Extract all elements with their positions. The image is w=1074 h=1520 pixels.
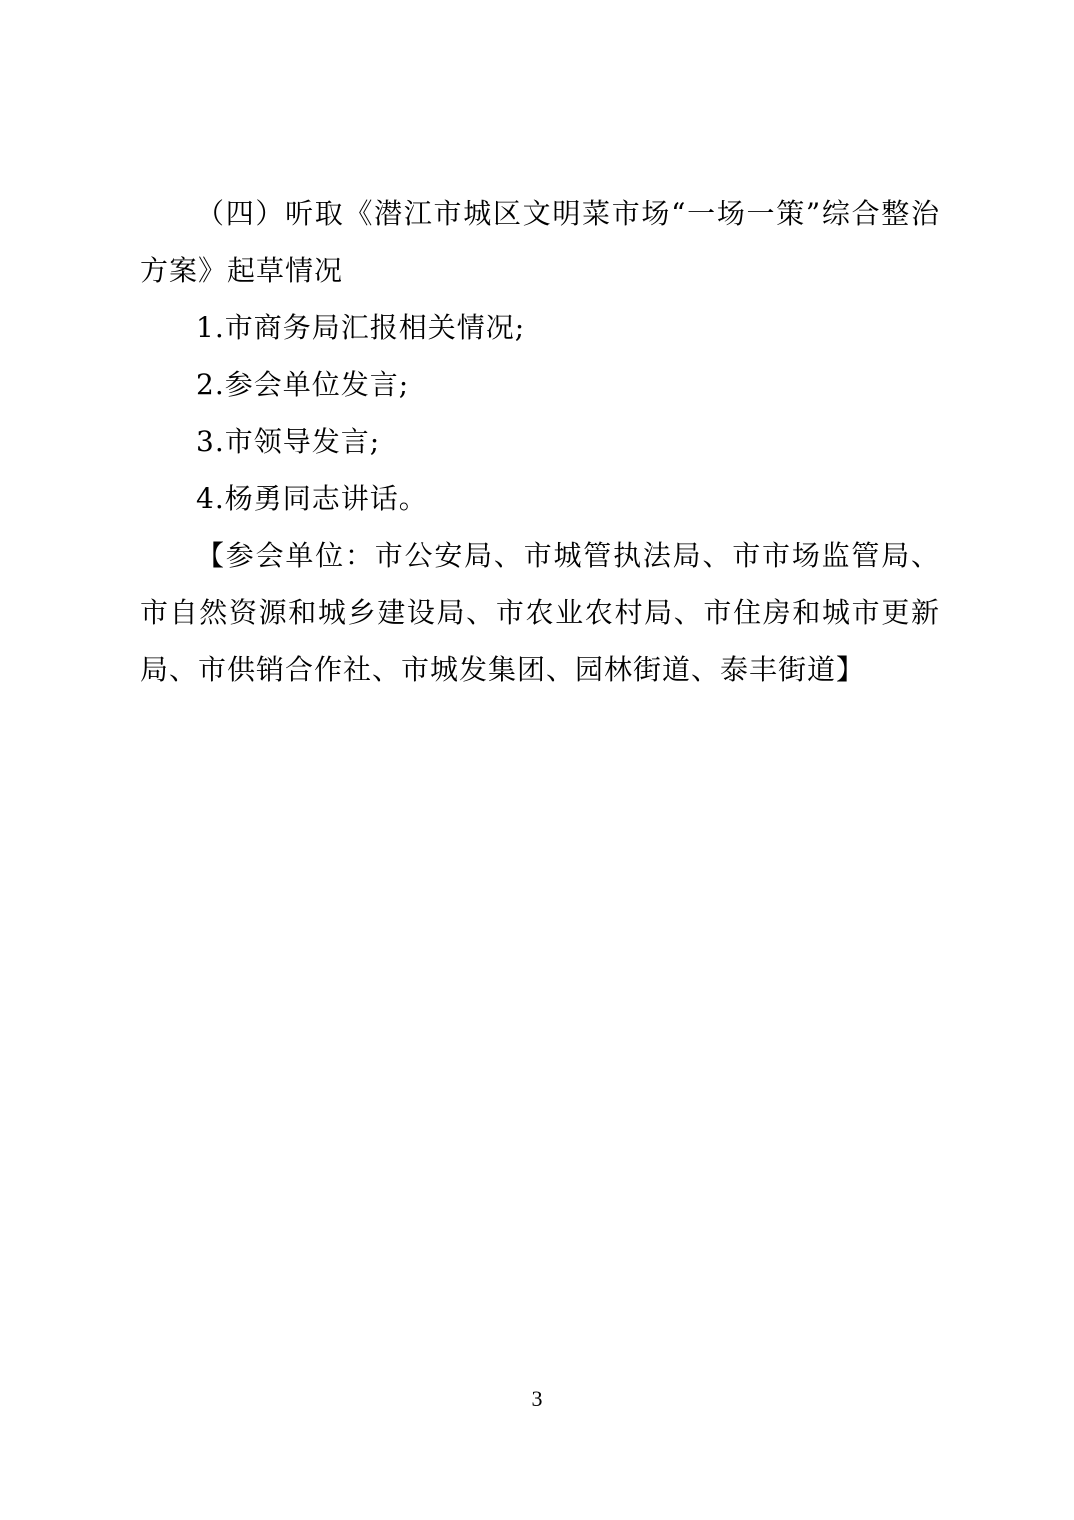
agenda-item-4: 4.杨勇同志讲话。 [196,482,428,515]
document-body [140,185,940,698]
page-number: 3 [531,1386,543,1411]
agenda-item-2: 2.参会单位发言; [196,368,410,401]
agenda-item-3: 3.市领导发言; [196,425,381,458]
agenda-item-1: 1.市商务局汇报相关情况; [196,311,526,344]
section-heading: （四）听取《潜江市城区文明菜市场“一场一策”综合整治方案》起草情况 [140,197,940,287]
participants-note: 【参会单位：市公安局、市城管执法局、市市场监管局、市自然资源和城乡建设局、市农业农村局、市住房和城市更新局、市供销合作社、市城发集团、园林街道、泰丰街道】 [140,539,940,686]
